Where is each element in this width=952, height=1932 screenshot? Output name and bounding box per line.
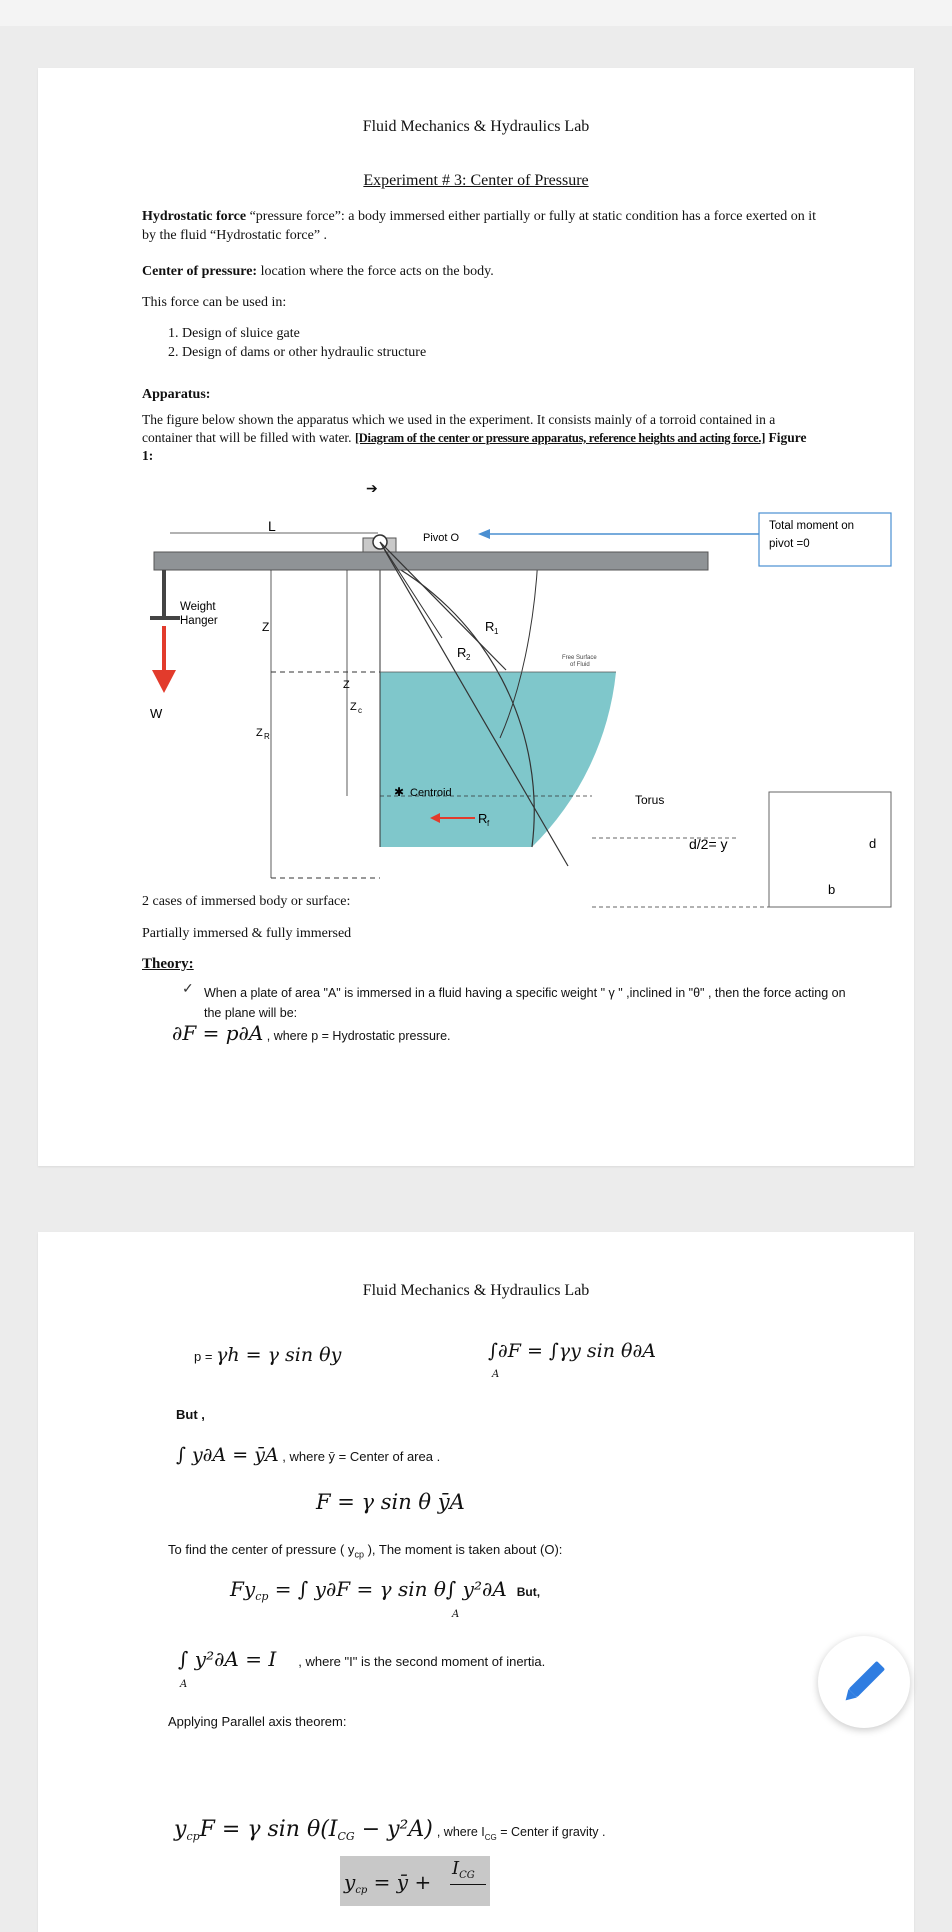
z-label: Z — [262, 620, 270, 634]
eq-p-prefix: p = — [194, 1349, 217, 1364]
zc-label: Z — [350, 701, 357, 713]
R2-sub: 2 — [466, 653, 471, 662]
cop-intro-text: To find the center of pressure ( y — [168, 1542, 355, 1557]
checkmark-icon: ✓ — [182, 980, 194, 996]
cases-heading: 2 cases of immersed body or surface: — [142, 894, 351, 909]
balance-beam — [154, 552, 708, 570]
cop-intro — [168, 1542, 562, 1560]
eq-moment-F: Fy — [230, 1577, 256, 1601]
hydro-def: “pressure force”: a body immersed either partially or fully at static condition has a force exerted on it by the fluid “Hydrostatic force” . — [142, 209, 816, 243]
uses-intro: This force can be used in: — [142, 295, 287, 310]
R1-sub: 1 — [494, 627, 499, 636]
status-bar — [0, 0, 952, 26]
eq-force: ∂F = p∂A — [172, 1021, 264, 1045]
zc-label-side: Z — [343, 679, 350, 691]
centroid-star: ✱ — [394, 785, 405, 799]
list-item: 2. Design of dams or other hydraulic structure — [182, 343, 426, 362]
eq-F: F = γ sin θ ȳA — [316, 1490, 465, 1514]
eq-I-body: ∫ y²∂A = I — [178, 1647, 277, 1671]
d-label: d — [869, 836, 877, 851]
Rf-sub: f — [487, 819, 490, 828]
eq-moment-sub: cp — [255, 1590, 269, 1604]
eq-ycp-note-end: = Center if gravity . — [496, 1825, 606, 1839]
eq-int-sub: A — [492, 1369, 500, 1380]
hydro-term: Hydrostatic force — [142, 209, 247, 224]
page-header: Fluid Mechanics & Hydraulics Lab — [362, 118, 590, 135]
edit-button[interactable] — [818, 1636, 910, 1728]
zc-sub: c — [358, 706, 362, 715]
eq-final-fraction — [452, 1858, 475, 1881]
d2y-label: d/2= y — [689, 836, 728, 852]
fraction-bar — [450, 1884, 486, 1885]
eq-p-body: γh = γ sin θy — [216, 1344, 342, 1366]
but2-label: But, — [516, 1585, 541, 1599]
theory-bullet: When a plate of area "A" is immersed in a fluid having a specific weight " γ " ,inclined in "θ" , then the force acting on the plane will be: — [204, 986, 846, 1020]
cop-intro-sub: cp — [354, 1549, 364, 1560]
eq-force-note: , where p = Hydrostatic pressure. — [263, 1029, 451, 1043]
eq-ycp-sub: cp — [186, 1830, 200, 1844]
eq-ybar-body: ∫ y∂A = ȳA — [176, 1444, 279, 1466]
pivot-arrow-head — [478, 529, 490, 539]
eq-final — [344, 1870, 431, 1896]
eq-ycp-CG: CG — [337, 1830, 355, 1844]
eq-final-y: y — [344, 1870, 356, 1894]
R2-label: R — [457, 645, 467, 660]
pencil-icon — [818, 1636, 910, 1728]
free-surface-label1: Free Surface — [562, 655, 597, 661]
total-moment-line2: pivot =0 — [769, 538, 810, 550]
L-label: L — [268, 518, 276, 534]
eq-moment-rest: = ∫ y∂F = γ sin θ∫ y²∂A — [268, 1577, 507, 1601]
eq-force-block — [172, 1021, 451, 1045]
eq-I-A: A — [180, 1679, 188, 1690]
eq-ycp-end: − y²A) — [354, 1817, 433, 1842]
eq-final-rest: = ȳ + — [367, 1870, 432, 1894]
figure-ref: Figure 1: — [142, 430, 807, 463]
pivot-label: Pivot O — [423, 532, 460, 544]
total-moment-line1: Total moment on — [769, 520, 855, 532]
W-label: W — [150, 706, 163, 721]
cop-def: location where the force acts on the body. — [257, 264, 494, 279]
zR-sub: R — [264, 732, 270, 741]
eq-p — [194, 1344, 341, 1366]
eq-I-note: , where "I" is the second moment of inertia. — [298, 1654, 546, 1669]
theory-heading: Theory: — [142, 956, 194, 972]
apparatus-text: The figure below shown the apparatus which we used in the experiment. It consists mainly of a torroid contained in a container that will be filled with water. — [142, 412, 776, 445]
eq-ybar-note: , where ȳ = Center of area . — [278, 1449, 441, 1464]
eq-I — [178, 1647, 545, 1671]
cop-intro-end: ), The moment is taken about (O): — [363, 1542, 563, 1557]
weight-hanger-label2: Hanger — [180, 615, 218, 627]
free-surface-label2: of Fluid — [570, 662, 590, 668]
eq-ycp-note: , where I — [436, 1825, 485, 1839]
R1-label: R — [485, 619, 495, 634]
Rf-label: R — [478, 811, 488, 826]
eq-int-body: ∫∂F = ∫γy sin θ∂A — [488, 1340, 657, 1362]
eq-int — [488, 1340, 656, 1362]
eq-final-sub: cp — [355, 1885, 368, 1897]
centroid-label: Centroid — [410, 787, 452, 799]
weight-hanger-label1: Weight — [180, 601, 216, 613]
W-arrow-head — [152, 670, 176, 693]
but-label: But , — [176, 1407, 205, 1422]
cases-text: Partially immersed & fully immersed — [142, 926, 352, 941]
eq-ycp-rest: F = γ sin θ(I — [199, 1817, 338, 1842]
list-item: 1. Design of sluice gate — [182, 324, 426, 343]
torus-label: Torus — [635, 793, 665, 807]
eq-ycp-y: y — [174, 1817, 187, 1842]
zR-label: Z — [256, 727, 263, 739]
apparatus-link[interactable]: [Diagram of the center or pressure apparatus, reference heights and acting force.] — [354, 431, 766, 445]
eq-ycp — [174, 1817, 606, 1843]
eq-final-num: I — [452, 1858, 460, 1879]
cop-term: Center of pressure: — [142, 264, 258, 279]
eq-moment — [230, 1577, 540, 1603]
eq-moment-A: A — [452, 1609, 460, 1620]
water-region — [380, 672, 616, 847]
arrow-icon: ➔ — [366, 480, 378, 496]
apparatus-heading: Apparatus: — [142, 387, 211, 402]
parallel-axis-label: Applying Parallel axis theorem: — [168, 1714, 347, 1729]
document-page-2 — [38, 1232, 914, 1932]
page2-header: Fluid Mechanics & Hydraulics Lab — [362, 1282, 590, 1299]
document-page-1 — [38, 68, 914, 1166]
b-label: b — [828, 882, 836, 897]
eq-ybar — [176, 1444, 440, 1466]
eq-final-num-sub: CG — [459, 1870, 475, 1882]
eq-ycp-note-sub: CG — [484, 1833, 497, 1843]
experiment-title: Experiment # 3: Center of Pressure — [363, 172, 589, 189]
